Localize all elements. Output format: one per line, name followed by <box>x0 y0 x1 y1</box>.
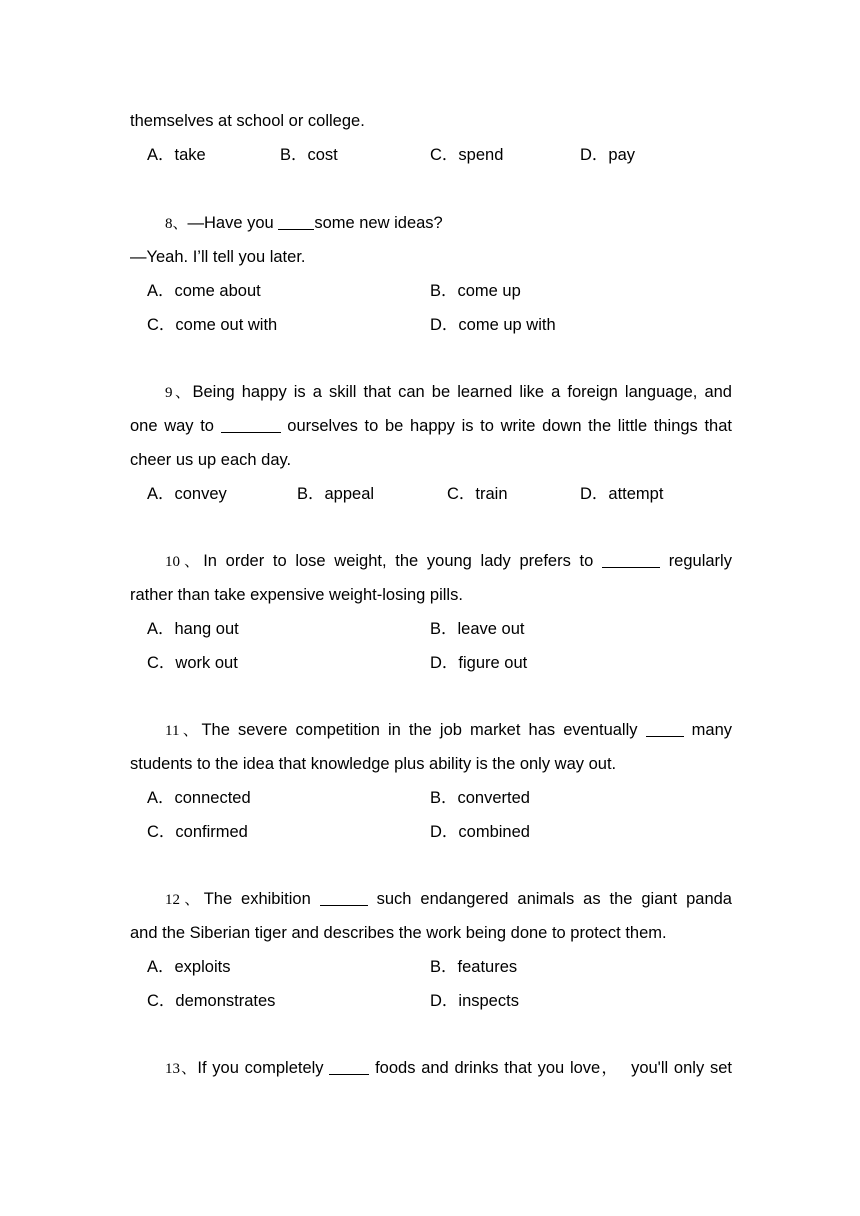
q9-option-b: B．appeal <box>297 485 375 503</box>
q13-stem-line1 <box>165 1051 732 1085</box>
q7-option-d: D．pay <box>580 146 636 164</box>
q13-number: 13、 <box>165 1061 198 1077</box>
q8-option-d: D．come up with <box>430 316 556 334</box>
q7-stem-text: themselves at school or college. <box>130 112 365 130</box>
q10-blank <box>602 549 660 568</box>
q12-stem-line1 <box>165 882 732 916</box>
q11-option-d: D．combined <box>430 823 530 841</box>
q11-stem-line1 <box>165 713 732 747</box>
q12-stem-line1-part1: The exhibition <box>203 890 320 908</box>
q8-stem-part1: —Have you <box>187 214 279 232</box>
q7-stem <box>130 104 732 138</box>
q10-stem-line1 <box>165 544 732 578</box>
q9-stem-line1-text: Being happy is a skill that can be learned like a foreign language, and <box>192 383 732 401</box>
q13-stem-line1-part3: you'll only set <box>631 1059 732 1077</box>
q7-option-a: A．take <box>147 146 206 164</box>
q12-stem-line1-part2: such endangered animals as the giant panda <box>367 890 732 908</box>
q12-option-a: A．exploits <box>147 958 231 976</box>
q9-option-d: D．attempt <box>580 485 664 503</box>
q10-stem-line1-part1: In order to lose weight, the young lady prefers to <box>203 552 602 570</box>
q11-blank <box>646 718 684 737</box>
q8-option-c: C．come out with <box>147 316 278 334</box>
q10-option-d: D．figure out <box>430 654 528 672</box>
q8-stem-part2: some new ideas? <box>314 214 443 232</box>
q10-option-a: A．hang out <box>147 620 239 638</box>
q12-stem-line2: and the Siberian tiger and describes the work being done to protect them. <box>130 924 667 942</box>
q12-option-b: B．features <box>430 958 518 976</box>
q8-option-a: A．come about <box>147 282 261 300</box>
q9-blank <box>221 414 281 433</box>
q9-stem-line2-part1: one way to <box>130 417 221 435</box>
q11-option-c: C．confirmed <box>147 823 248 841</box>
q11-stem-line1-part2: many <box>683 721 733 739</box>
q12-option-d: D．inspects <box>430 992 519 1010</box>
q13-stem-line1-part1: If you completely <box>197 1059 330 1077</box>
q8-option-b: B．come up <box>430 282 521 300</box>
q11-stem-line2: students to the idea that knowledge plus ability is the only way out. <box>130 755 617 773</box>
q11-option-b: B．converted <box>430 789 530 807</box>
q8-number: 8、 <box>165 216 188 232</box>
q11-stem-line1-part1: The severe competition in the job market has eventually <box>201 721 646 739</box>
q9-number: 9、 <box>165 385 193 401</box>
q8-stem <box>165 206 732 240</box>
q10-option-c: C．work out <box>147 654 238 672</box>
q7-option-c: C．spend <box>430 146 504 164</box>
q9-stem-line1 <box>165 375 732 409</box>
q9-stem-line2 <box>130 409 732 443</box>
q9-stem-line2-part2: ourselves to be happy is to write down the little things that <box>280 417 732 435</box>
q13-stem-line1-part2: foods and drinks that you love， <box>369 1059 620 1077</box>
q10-option-b: B．leave out <box>430 620 525 638</box>
q11-number: 11、 <box>165 723 202 739</box>
q10-stem-line1-part2: regularly <box>660 552 732 570</box>
q10-number: 10、 <box>165 554 204 570</box>
q8-reply: —Yeah. I’ll tell you later. <box>130 248 306 266</box>
q12-option-c: C．demonstrates <box>147 992 276 1010</box>
q9-stem-line3: cheer us up each day. <box>130 451 292 469</box>
q8-blank <box>278 211 314 230</box>
q12-blank <box>320 887 368 906</box>
q9-option-c: C．train <box>447 485 508 503</box>
q13-blank <box>329 1056 369 1075</box>
q9-option-a: A．convey <box>147 485 227 503</box>
q10-stem-line2: rather than take expensive weight-losing pills. <box>130 586 463 604</box>
q12-number: 12、 <box>165 892 204 908</box>
q11-option-a: A．connected <box>147 789 251 807</box>
q7-option-b: B．cost <box>280 146 338 164</box>
